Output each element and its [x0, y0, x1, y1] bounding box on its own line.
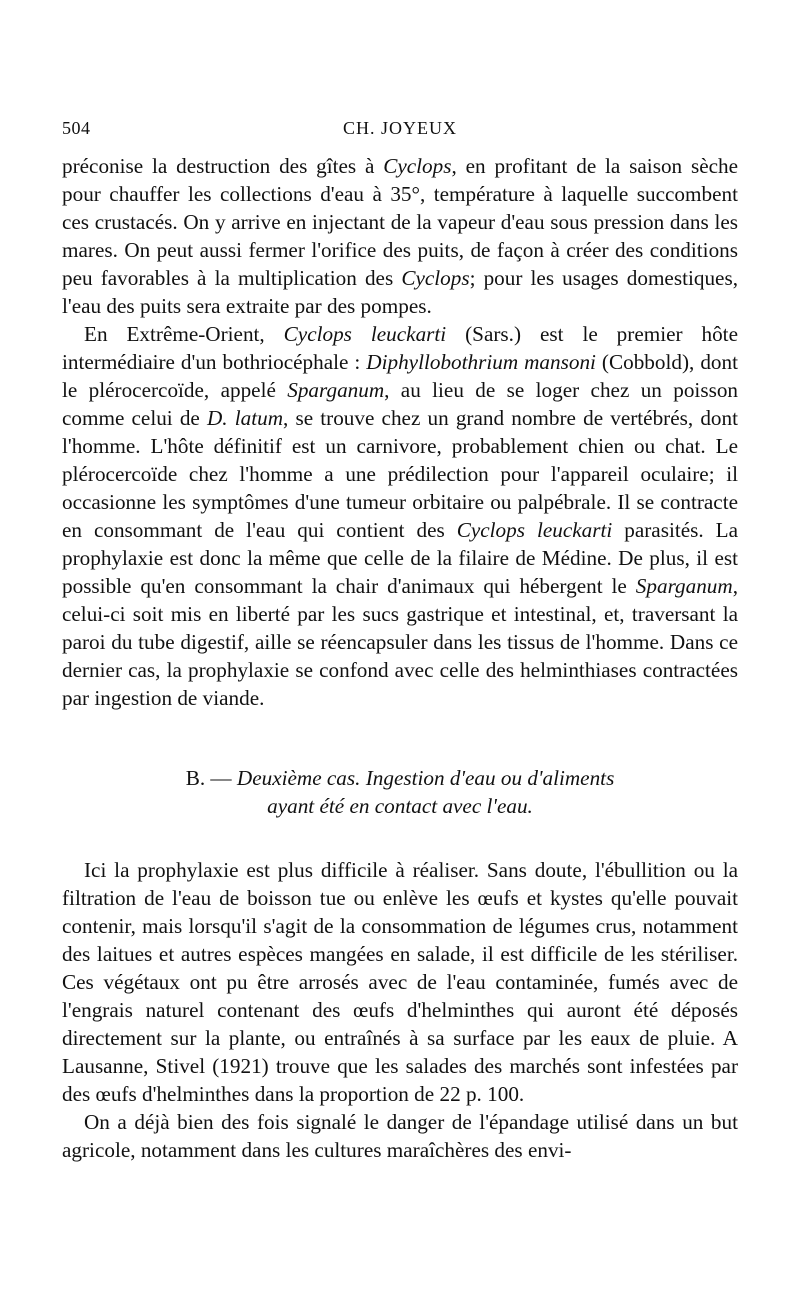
paragraph-1-text-a: préconise la destruction des gîtes à — [62, 154, 384, 178]
paragraph-1-text-e: ; pour les usages domestiques, l'eau des puits sera extraite par des pompes. — [62, 266, 738, 318]
section-heading-b — [62, 764, 738, 820]
paragraph-2-text-e: (Cobbold), dont le plérocercoïde, appelé — [62, 350, 738, 402]
paragraph-2-text-g: , au lieu de se loger chez un poisson comme celui de — [62, 378, 739, 430]
paragraph-2-italic-j: Cyclops leuckarti — [456, 518, 613, 542]
paragraph-4: On a déjà bien des fois signalé le danger de l'épandage utilisé dans un but agricole, notamment dans les cultures maraîchères des envi- — [62, 1110, 738, 1162]
paragraph-1 — [62, 152, 738, 320]
paragraph-2-italic-b: Cyclops leuckarti — [283, 322, 447, 346]
paragraph-1-italic-d: Cyclops — [401, 266, 470, 290]
section-title-line-1: Deuxième cas. Ingestion d'eau ou d'aliments — [236, 766, 615, 790]
paragraph-2-text-a: En Extrême-Orient, — [84, 322, 284, 346]
section-title-line-2: ayant été en contact avec l'eau. — [267, 794, 533, 818]
section-heading-line-1 — [62, 764, 738, 792]
paragraph-1-text-c: , en profitant de la saison sèche pour chauffer les collections d'eau à 35°, température à laquelle succombent ces crustacés. On y arrive en injectant de la vapeur d'eau sous pression dans les mares. On peut aussi fermer l'orifice des puits, de façon à créer des conditions peu favorables à la multiplication des — [62, 154, 739, 290]
paragraph-2-italic-h: D. latum — [207, 406, 284, 430]
page-number: 504 — [62, 118, 91, 138]
page-header — [62, 118, 738, 152]
paragraph-2-text-i: , se trouve chez un grand nombre de vertébrés, dont l'homme. L'hôte définitif est un carnivore, probablement chien ou chat. Le plérocercoïde chez l'homme a une prédilection pour l'appareil oculaire; il occasionne les symptômes d'une tumeur orbitaire ou palpébrale. Il se contracte en consommant de l'eau qui contient des — [62, 406, 739, 542]
paragraph-2 — [62, 320, 738, 712]
paragraph-3: Ici la prophylaxie est plus difficile à réaliser. Sans doute, l'ébullition ou la filtration de l'eau de boisson tue ou enlève les œufs et kystes qu'elle pouvait contenir, mais lorsqu'il s'agit de la consommation de légumes crus, notamment des laitues et autres espèces mangées en salade, il est difficile de les stériliser. Ces végétaux ont pu être arrosés avec de l'eau contaminée, fumés avec de l'engrais naturel contenant des œufs d'helminthes qui auront été déposés directement sur la plante, ou entraînés à sa surface par les eaux de pluie. A Lausanne, Stivel (1921) trouve que les salades des marchés sont infestées par des œufs d'helminthes dans la proportion de 22 p. 100. — [62, 858, 738, 1106]
paragraph-1-italic-b: Cyclops — [383, 154, 452, 178]
paragraph-2-text-c: (Sars.) est le premier hôte intermédiaire d'un bothriocéphale : — [62, 322, 738, 374]
section-label: B. — — [185, 766, 237, 790]
paragraph-2-text-k: parasités. La prophylaxie est donc la même que celle de la filaire de Médine. De plus, il est possible qu'en consommant la chair d'animaux qui hébergent le — [62, 518, 738, 598]
paragraph-2-italic-d: Diphyllobothrium mansoni — [366, 350, 596, 374]
paragraph-2-italic-f: Sparganum — [287, 378, 385, 402]
running-head: CH. JOYEUX — [342, 118, 457, 138]
paragraph-2-text-m: , celui-ci soit mis en liberté par les sucs gastrique et intestinal, et, traversant la paroi du tube digestif, aille se réencapsuler dans les tissus de l'homme. Dans ce dernier cas, la prophylaxie se confond avec celle des helminthiases contractées par ingestion de viande. — [62, 574, 738, 710]
book-page — [62, 118, 738, 1164]
paragraph-2-italic-l: Sparganum — [635, 574, 733, 598]
